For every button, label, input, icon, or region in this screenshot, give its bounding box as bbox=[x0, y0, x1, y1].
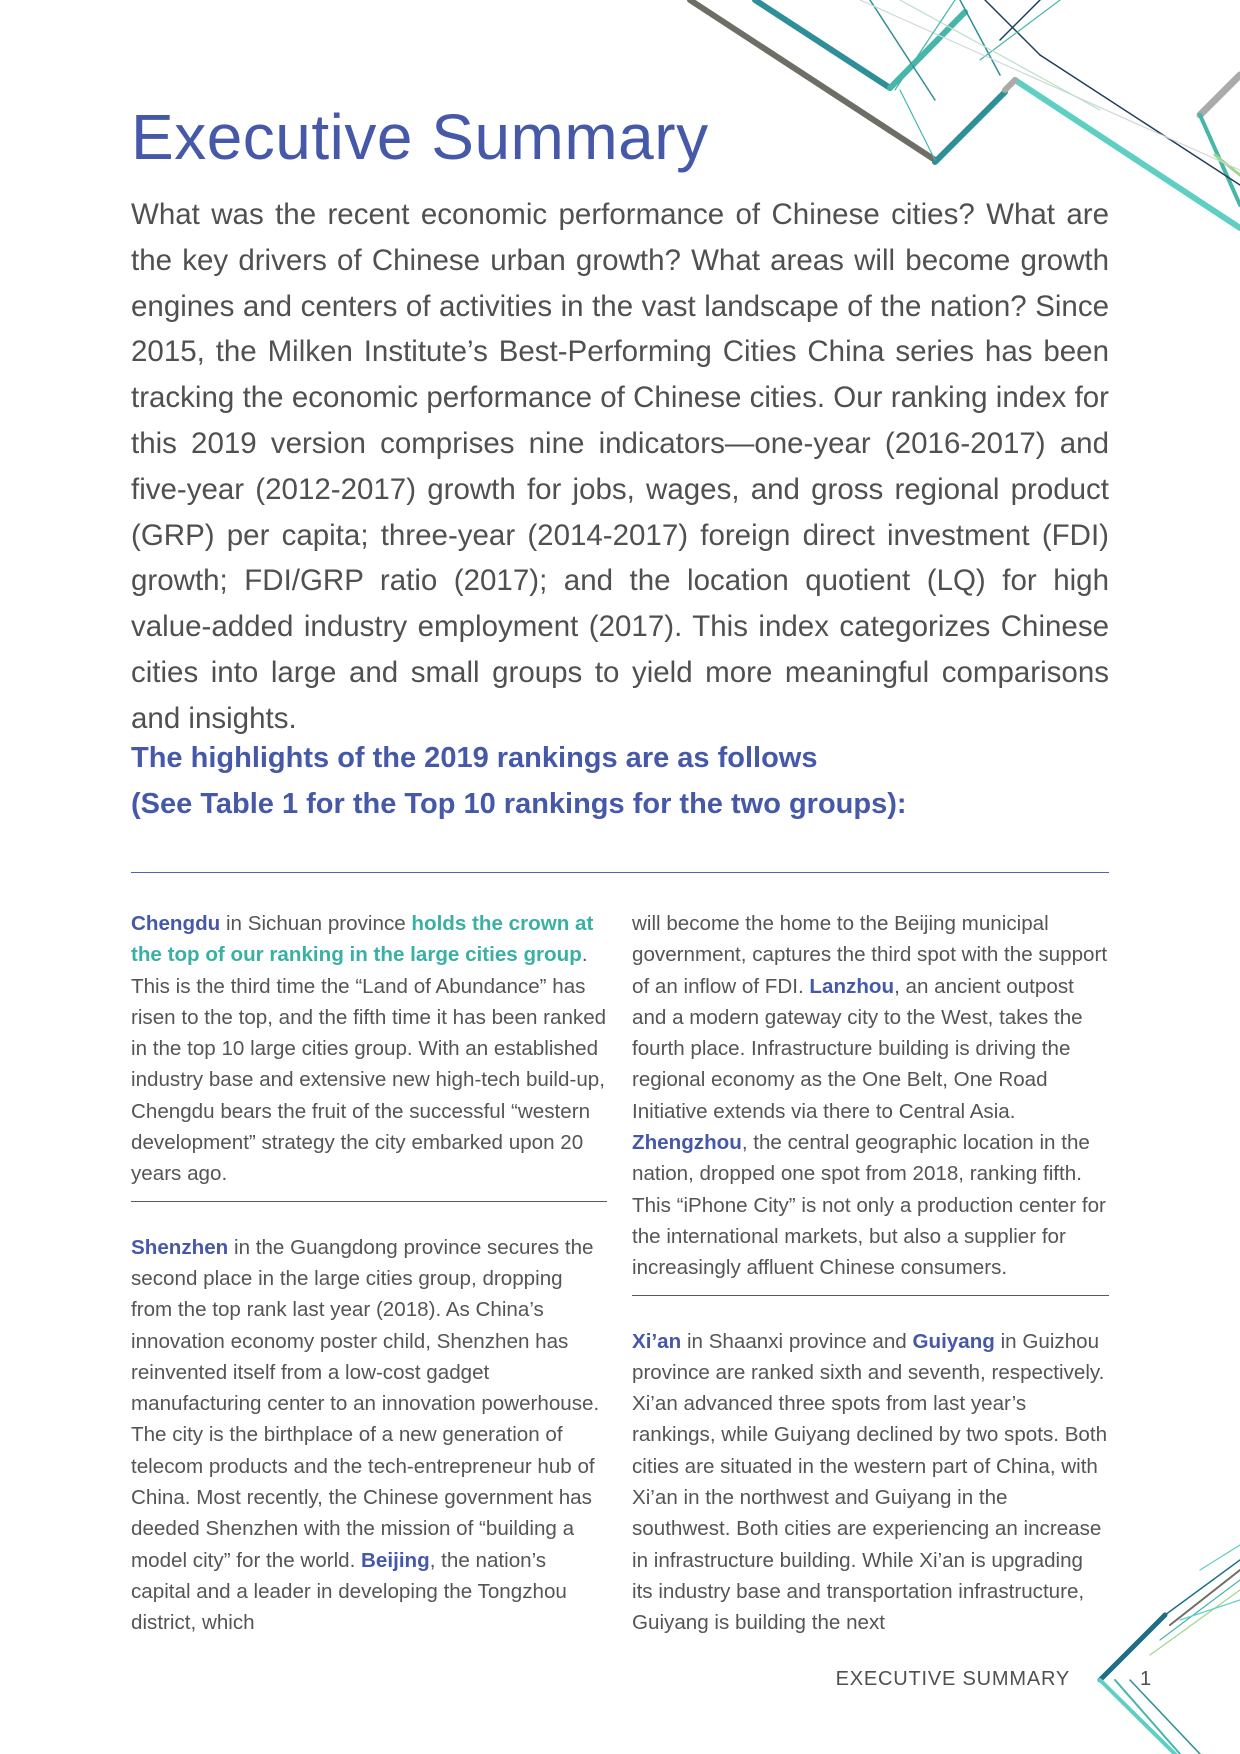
xian-text-1: in Shaanxi province and bbox=[681, 1329, 913, 1353]
right-column bbox=[632, 908, 1109, 1639]
paragraph-divider bbox=[632, 1295, 1109, 1296]
section-divider bbox=[131, 872, 1109, 873]
chengdu-paragraph bbox=[131, 908, 607, 1190]
left-column bbox=[131, 908, 607, 1639]
city-name-chengdu: Chengdu bbox=[131, 912, 221, 935]
highlights-heading-line-2: (See Table 1 for the Top 10 rankings for the two groups): bbox=[131, 788, 907, 820]
paragraph-divider bbox=[131, 1201, 607, 1202]
continuation-text-3: , the central geographic location in the nation, dropped one spot from 2018, ranking fifth. This “iPhone City” is not only a production center for the international markets, but also a supplier for increasingly affluent Chinese consumers. bbox=[632, 1131, 1106, 1280]
city-name-shenzhen: Shenzhen bbox=[131, 1235, 229, 1259]
city-name-beijing: Beijing bbox=[361, 1548, 430, 1572]
continuation-text-2: , an ancient outpost and a modern gateway city to the West, takes the fourth place. Infrastructure building is driving the regional economy as the One Belt, One Road Initiative extends via there to Central Asia. bbox=[632, 974, 1083, 1123]
continuation-paragraph bbox=[632, 908, 1109, 1284]
page-title: Executive Summary bbox=[131, 101, 709, 173]
city-name-lanzhou: Lanzhou bbox=[809, 974, 895, 998]
city-name-guiyang: Guiyang bbox=[912, 1329, 995, 1353]
city-name-zhengzhou: Zhengzhou bbox=[632, 1131, 742, 1155]
highlights-heading-line-1: The highlights of the 2019 rankings are as follows bbox=[131, 742, 818, 774]
chengdu-text-2: . This is the third time the “Land of Abundance” has risen to the top, and the fifth time it has been ranked in the top 10 large cities group. With an established industry base and extensive new high-tech build-up, Chengdu bears the fruit of the successful “western development” strategy the city embarked upon 20 years ago. bbox=[131, 943, 607, 1186]
shenzhen-text-1: in the Guangdong province secures the second place in the large cities group, dropping from the top rank last year (2018). As China’s innovation economy poster child, Shenzhen has reinvented itself from a low-cost gadget manufacturing center to an innovation powerhouse. The city is the birthplace of a new generation of telecom products and the tech-entrepreneur hub of China. Most recently, the Chinese government has deeded Shenzhen with the mission of “building a model city” for the world. bbox=[131, 1235, 600, 1572]
highlights-heading bbox=[131, 735, 1131, 827]
shenzhen-paragraph bbox=[131, 1232, 607, 1639]
continuation-text-1: will become the home to the Beijing municipal government, captures the third spot with the support of an inflow of FDI. bbox=[632, 912, 1108, 998]
intro-paragraph: What was the recent economic performance of Chinese cities? What are the key drivers of Chinese urban growth? What areas will become growth engines and centers of activities in the vast landscape of the nation? Since 2015, the Milken Institute’s Best-Performing Cities China series has been tracking the economic performance of Chinese cities. Our ranking index for this 2019 version comprises nine indicators—one-year (2016-2017) and five-year (2012-2017) growth for jobs, wages, and gross regional product (GRP) per capita; three-year (2014-2017) foreign direct investment (FDI) growth; FDI/GRP ratio (2017); and the location quotient (LQ) for high value-added industry employment (2017). This index categorizes Chinese cities into large and small groups to yield more meaningful comparisons and insights. bbox=[131, 198, 1109, 735]
chengdu-emphasis: holds the crown at the top of our ranking in the large cities group bbox=[131, 912, 594, 967]
xian-guiyang-paragraph bbox=[632, 1326, 1109, 1639]
footer-section-label: EXECUTIVE SUMMARY bbox=[835, 1668, 1070, 1690]
xian-text-2: in Guizhou province are ranked sixth and seventh, respectively. Xi’an advanced three spots from last year’s rankings, while Guiyang declined by two spots. Both cities are situated in the western part of China, with Xi’an in the northwest and Guiyang in the southwest. Both cities are experiencing an increase in infrastructure building. While Xi’an is upgrading its industry base and transportation infrastructure, Guiyang is building the next bbox=[632, 1329, 1108, 1635]
city-name-xian: Xi’an bbox=[632, 1329, 682, 1353]
chengdu-text-1: in Sichuan province bbox=[220, 912, 412, 935]
shenzhen-text-2: , the nation’s capital and a leader in developing the Tongzhou district, which bbox=[131, 1548, 567, 1635]
page-number: 1 bbox=[1140, 1668, 1152, 1690]
